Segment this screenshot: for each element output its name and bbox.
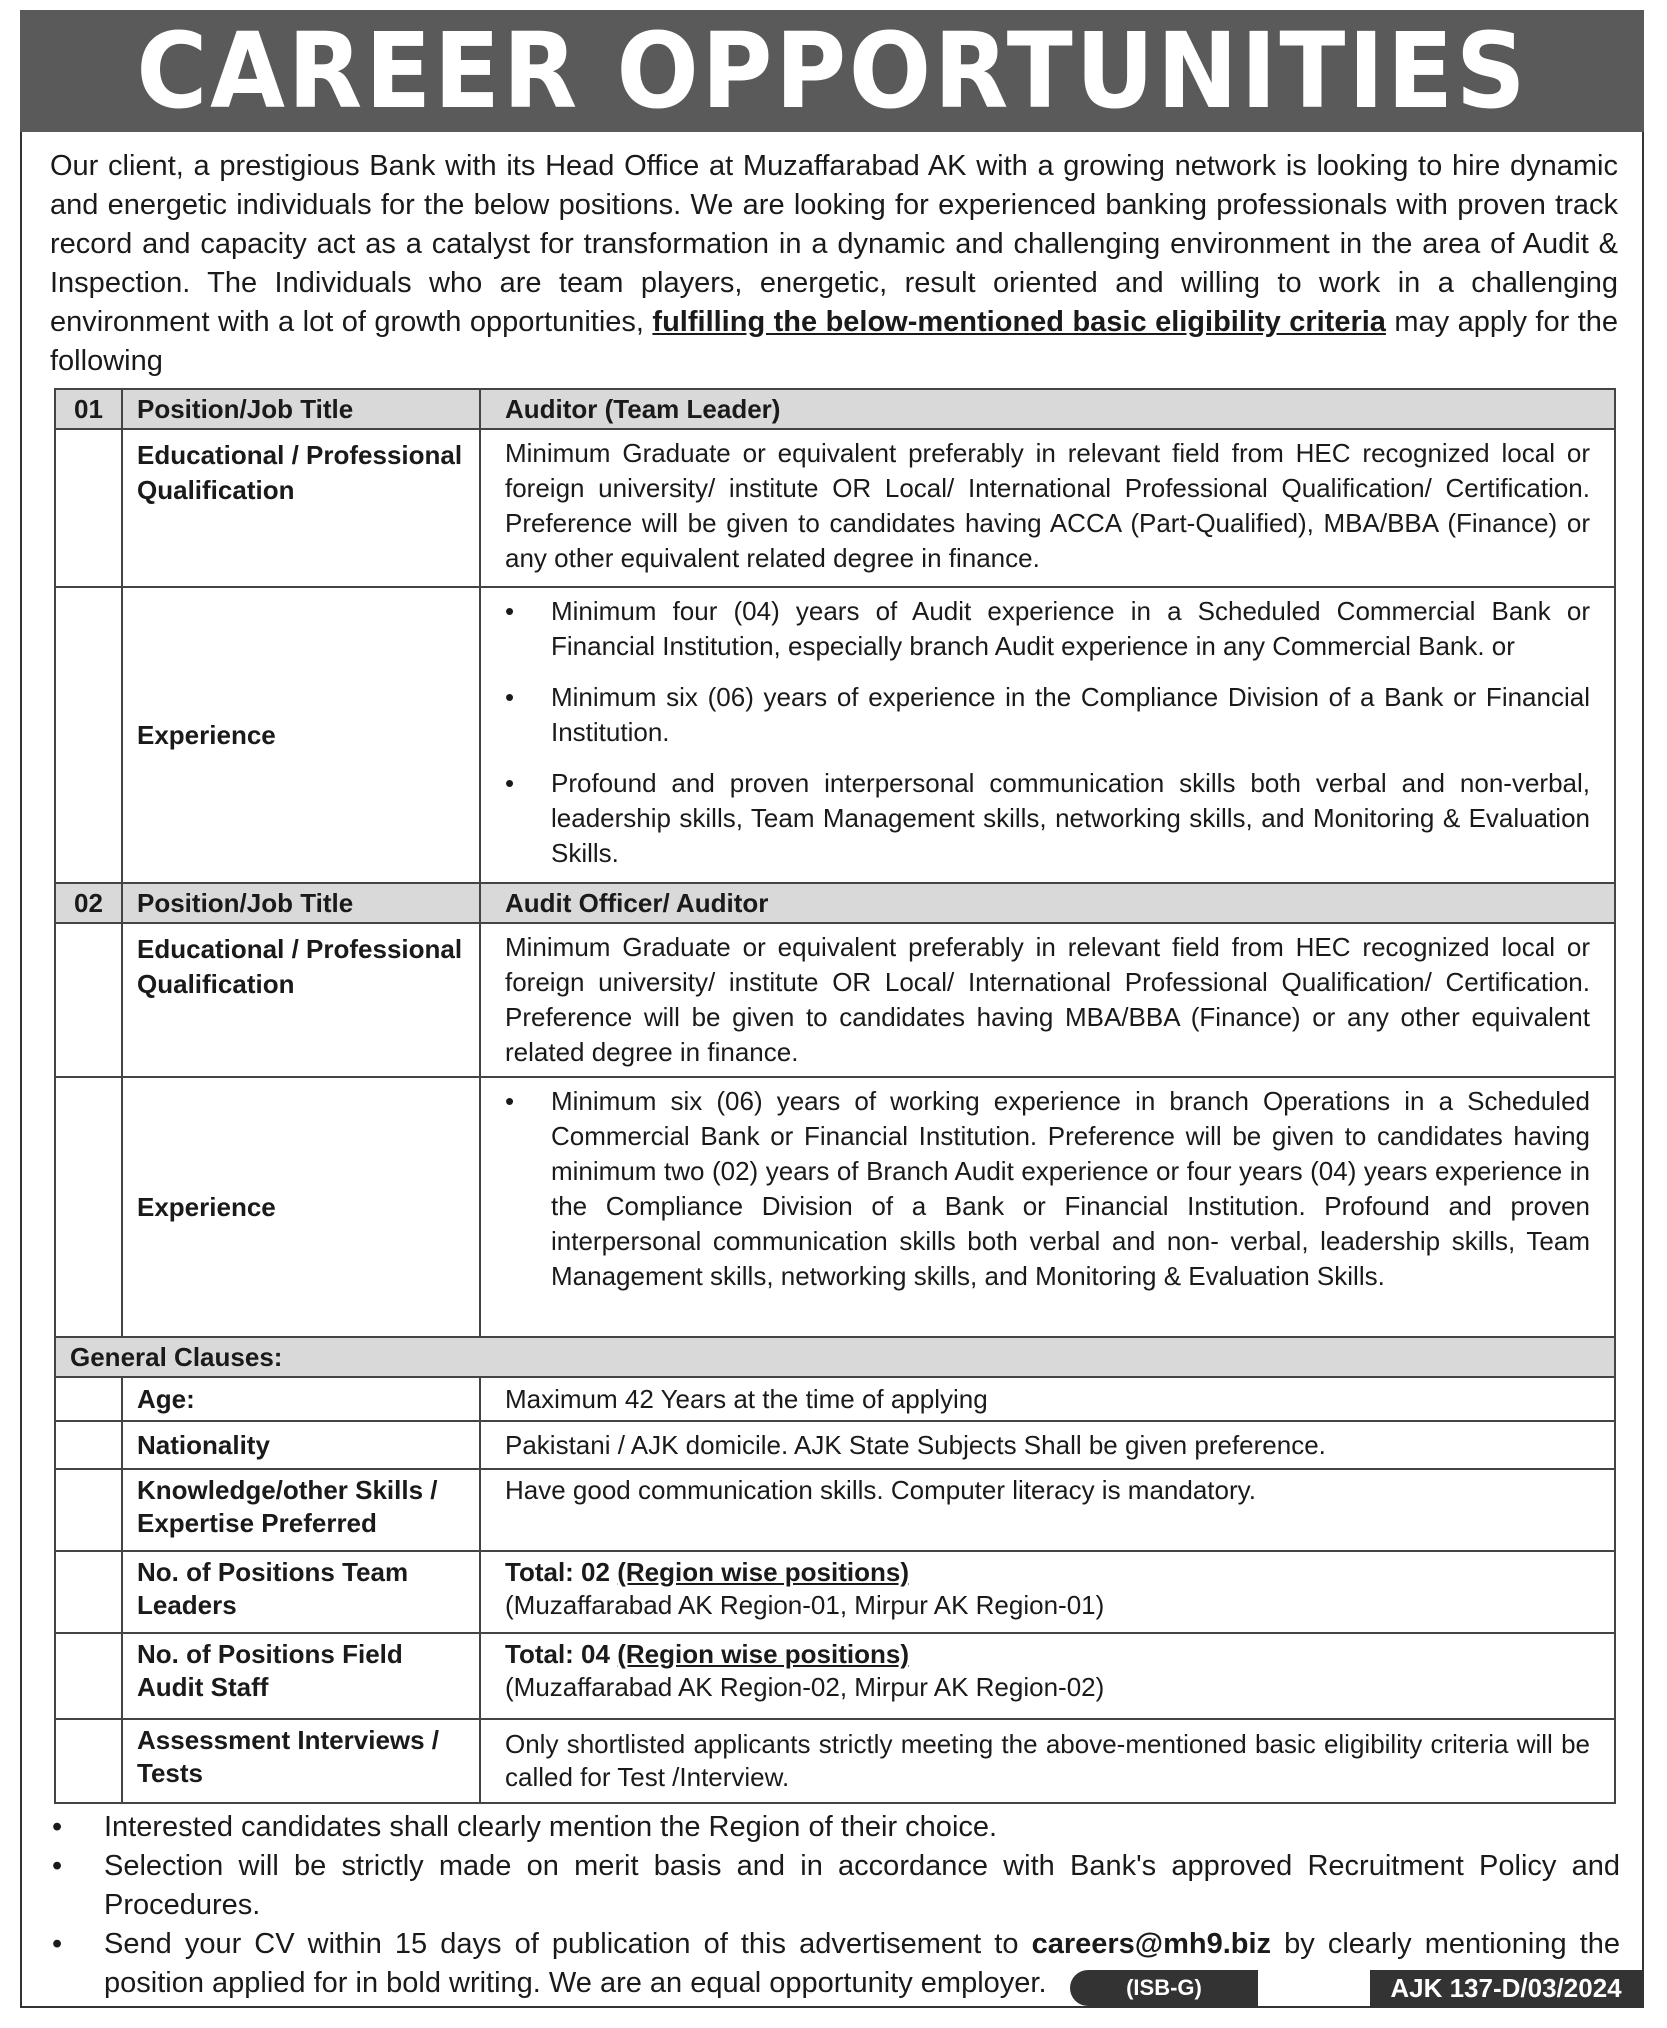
positions-total: Total: 04	[505, 1639, 610, 1669]
experience-label: Experience	[122, 587, 480, 883]
region-wise-note: (Region wise positions)	[617, 1557, 910, 1587]
eligibility-emphasis: fulfilling the below-mentioned basic eligibility criteria	[652, 306, 1386, 338]
assessment-label: Assessment Interviews / Tests	[122, 1719, 480, 1803]
positions-detail: (Muzaffarabad AK Region-02, Mirpur AK Region-02)	[505, 1672, 1105, 1702]
assessment-row	[55, 1719, 1615, 1803]
list-item: • Send your CV within 15 days of publication of this advertisement to careers@mh9.biz by clearly mentioning the position applied for in bold writing. We are an equal opportunity employer.	[52, 1928, 1620, 1999]
skills-row	[55, 1469, 1615, 1551]
nationality-row	[55, 1421, 1615, 1469]
positions-team-leaders-label: No. of Positions Team Leaders	[122, 1551, 480, 1633]
intro-text: Our client, a prestigious Bank with its Head Office at Muzaffarabad AK with a growing network is looking to hire dynamic and energetic individuals for the below positions. We are looking for experienced banking professionals with proven track record and capacity act as a catalyst for transformation in a dynamic and challenging environment in the area of Audit & Inspection. The Individuals who are team players, energetic, result oriented and willing to work in a challenging environment with a lot of growth opportunities,	[50, 150, 1618, 338]
list-item: • Interested candidates shall clearly mention the Region of their choice.	[52, 1811, 998, 1843]
position-title-label: Position/Job Title	[122, 389, 480, 429]
age-row	[55, 1377, 1615, 1421]
positions-total: Total: 02	[505, 1557, 610, 1587]
list-item: • Minimum six (06) years of working experience in branch Operations in a Scheduled Commercial Bank or Financial Institution. Preference will be given to candidates having minimum two (02) years of Branch Audit experience or four years (04) years experience in the Compliance Division of a Bank or Financial Institution. Profound and proven interpersonal communication skills both verbal and non- verbal, leadership skills, Team Management skills, networking skills, and Monitoring & Evaluation Skills.	[505, 1086, 1590, 1291]
general-clauses-heading: General Clauses:	[55, 1337, 1615, 1377]
qualification-label: Educational / Professional Qualification	[122, 923, 480, 1077]
position-1-experience-row	[55, 587, 1615, 883]
intro-text-end: may apply for the following	[50, 306, 1619, 377]
list-item: • Minimum four (04) years of Audit experience in a Scheduled Commercial Bank or Financial Institution, especially branch Audit experience in any Commercial Bank. or	[505, 596, 1590, 661]
positions-field-audit-value	[480, 1633, 1615, 1719]
position-1-title-row	[55, 389, 1615, 429]
age-value: Maximum 42 Years at the time of applying	[480, 1377, 1615, 1421]
position-title-label: Position/Job Title	[122, 883, 480, 923]
position-1-qualification-row	[55, 429, 1615, 587]
general-clauses-heading-row	[55, 1337, 1615, 1377]
nationality-value: Pakistani / AJK domicile. AJK State Subjects Shall be given preference.	[480, 1421, 1615, 1469]
list-item: • Minimum six (06) years of experience in the Compliance Division of a Bank or Financial Institution.	[505, 682, 1590, 747]
list-item: • Profound and proven interpersonal communication skills both verbal and non-verbal, leadership skills, Team Management skills, networking skills, and Monitoring & Evaluation Skills.	[505, 768, 1590, 868]
position-2-title-row	[55, 883, 1615, 923]
qualification-label: Educational / Professional Qualification	[122, 429, 480, 587]
position-title: Auditor (Team Leader)	[480, 389, 1615, 429]
skills-value: Have good communication skills. Computer literacy is mandatory.	[480, 1469, 1615, 1551]
positions-field-audit-label: No. of Positions Field Audit Staff	[122, 1633, 480, 1719]
header-banner	[20, 10, 1644, 132]
position-number: 02	[55, 883, 122, 923]
page-title: CAREER OPPORTUNITIES	[136, 10, 1528, 132]
skills-label: Knowledge/other Skills / Expertise Preferred	[122, 1469, 480, 1551]
position-2-experience-row	[55, 1077, 1615, 1337]
position-title: Audit Officer/ Auditor	[480, 883, 1615, 923]
qualification-text: Minimum Graduate or equivalent preferably in relevant field from HEC recognized local or foreign university/ institute OR Local/ International Professional Qualification/ Certification. Preference will be given to candidates having MBA/BBA (Finance) or any other equivalent related degree in finance.	[480, 923, 1615, 1077]
positions-team-leaders-row	[55, 1551, 1615, 1633]
positions-team-leaders-value	[480, 1551, 1615, 1633]
positions-detail: (Muzaffarabad AK Region-01, Mirpur AK Region-01)	[505, 1590, 1105, 1620]
region-wise-note: (Region wise positions)	[617, 1639, 910, 1669]
qualification-text: Minimum Graduate or equivalent preferably in relevant field from HEC recognized local or foreign university/ institute OR Local/ International Professional Qualification/ Certification. Preference will be given to candidates having ACCA (Part-Qualified), MBA/BBA (Finance) or any other equivalent related degree in finance.	[480, 429, 1615, 587]
position-number: 01	[55, 389, 122, 429]
assessment-value: Only shortlisted applicants strictly meeting the above-mentioned basic eligibility criteria will be called for Test /Interview.	[480, 1719, 1615, 1803]
nationality-label: Nationality	[122, 1421, 480, 1469]
contact-email: careers@mh9.biz	[1031, 1928, 1272, 1960]
experience-label: Experience	[122, 1077, 480, 1337]
experience-list	[481, 588, 1614, 877]
age-label: Age:	[122, 1377, 480, 1421]
list-item: • Selection will be strictly made on merit basis and in accordance with Bank's approved Recruitment Policy and Procedures.	[52, 1850, 1620, 1921]
positions-field-audit-row	[55, 1633, 1615, 1719]
publication-code: (ISB-G)	[1070, 1970, 1258, 2006]
positions-table	[54, 388, 1616, 1804]
intro-paragraph	[50, 147, 1618, 381]
experience-list	[481, 1078, 1614, 1300]
position-2-qualification-row	[55, 923, 1615, 1077]
advert-reference: AJK 137-D/03/2024	[1370, 1970, 1642, 2006]
